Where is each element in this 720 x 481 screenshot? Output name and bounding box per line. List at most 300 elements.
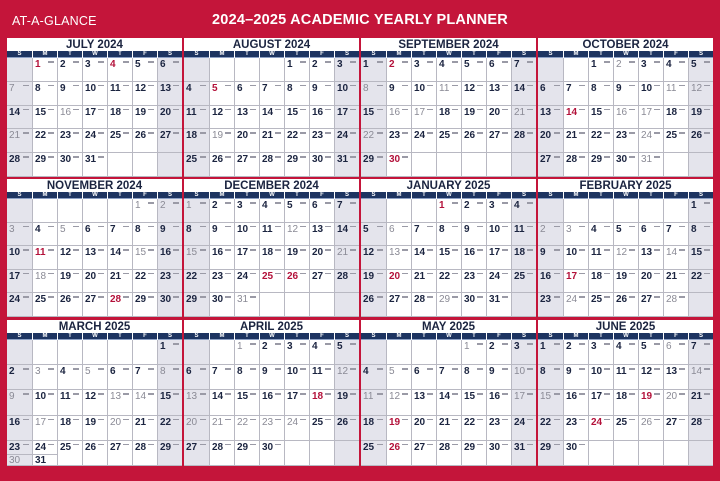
day-cell[interactable] bbox=[309, 82, 334, 106]
day-cell[interactable] bbox=[184, 199, 209, 223]
day-cell[interactable] bbox=[82, 293, 107, 317]
day-cell[interactable] bbox=[361, 246, 386, 270]
day-cell[interactable] bbox=[107, 129, 132, 153]
day-cell[interactable] bbox=[7, 58, 32, 82]
day-cell[interactable] bbox=[461, 246, 486, 270]
day-cell[interactable] bbox=[57, 246, 82, 270]
day-cell[interactable] bbox=[32, 82, 57, 106]
day-cell[interactable] bbox=[334, 390, 359, 415]
day-cell[interactable] bbox=[538, 153, 563, 177]
day-cell[interactable] bbox=[511, 106, 536, 130]
day-cell[interactable] bbox=[486, 416, 511, 441]
day-cell[interactable] bbox=[209, 293, 234, 317]
day-cell[interactable] bbox=[284, 390, 309, 415]
day-cell[interactable] bbox=[411, 340, 436, 365]
day-cell[interactable] bbox=[511, 390, 536, 415]
day-cell[interactable] bbox=[234, 340, 259, 365]
day-cell[interactable] bbox=[132, 340, 157, 365]
day-cell[interactable] bbox=[588, 270, 613, 294]
day-cell[interactable] bbox=[688, 270, 713, 294]
day-cell[interactable] bbox=[361, 223, 386, 247]
day-cell[interactable] bbox=[82, 416, 107, 441]
day-cell[interactable] bbox=[663, 223, 688, 247]
day-cell[interactable] bbox=[157, 58, 182, 82]
day-cell[interactable] bbox=[538, 365, 563, 390]
day-cell[interactable] bbox=[588, 390, 613, 415]
day-cell[interactable] bbox=[132, 129, 157, 153]
day-cell[interactable] bbox=[436, 106, 461, 130]
day-cell[interactable] bbox=[309, 416, 334, 441]
day-cell[interactable] bbox=[284, 365, 309, 390]
day-cell[interactable] bbox=[486, 365, 511, 390]
day-cell[interactable] bbox=[334, 223, 359, 247]
day-cell[interactable] bbox=[461, 416, 486, 441]
day-cell[interactable] bbox=[57, 129, 82, 153]
day-cell[interactable] bbox=[309, 340, 334, 365]
day-cell[interactable] bbox=[688, 129, 713, 153]
day-cell[interactable] bbox=[284, 293, 309, 317]
day-cell[interactable] bbox=[411, 441, 436, 466]
day-cell[interactable] bbox=[157, 106, 182, 130]
day-cell[interactable] bbox=[538, 340, 563, 365]
day-cell[interactable] bbox=[511, 293, 536, 317]
day-cell[interactable] bbox=[411, 129, 436, 153]
day-cell[interactable] bbox=[7, 416, 32, 441]
day-cell[interactable] bbox=[563, 270, 588, 294]
day-cell[interactable] bbox=[486, 340, 511, 365]
day-cell[interactable] bbox=[563, 246, 588, 270]
day-cell[interactable] bbox=[234, 129, 259, 153]
day-cell[interactable] bbox=[663, 58, 688, 82]
day-cell[interactable] bbox=[688, 365, 713, 390]
day-cell[interactable] bbox=[284, 270, 309, 294]
day-cell[interactable] bbox=[688, 153, 713, 177]
day-cell[interactable] bbox=[82, 223, 107, 247]
day-cell[interactable] bbox=[461, 106, 486, 130]
day-cell[interactable] bbox=[184, 246, 209, 270]
day-cell[interactable] bbox=[57, 153, 82, 177]
day-cell[interactable] bbox=[284, 441, 309, 466]
day-cell[interactable] bbox=[259, 106, 284, 130]
day-cell[interactable] bbox=[107, 82, 132, 106]
day-cell[interactable] bbox=[107, 390, 132, 415]
day-cell[interactable] bbox=[309, 441, 334, 466]
day-cell[interactable] bbox=[7, 106, 32, 130]
day-cell[interactable] bbox=[588, 365, 613, 390]
day-cell[interactable] bbox=[7, 82, 32, 106]
day-cell[interactable] bbox=[309, 199, 334, 223]
day-cell[interactable] bbox=[411, 199, 436, 223]
day-cell[interactable] bbox=[184, 416, 209, 441]
day-cell[interactable] bbox=[234, 223, 259, 247]
day-cell[interactable] bbox=[234, 246, 259, 270]
day-cell[interactable] bbox=[7, 441, 32, 466]
day-cell[interactable] bbox=[32, 58, 57, 82]
day-cell[interactable] bbox=[411, 223, 436, 247]
day-cell[interactable] bbox=[688, 106, 713, 130]
day-cell[interactable] bbox=[436, 390, 461, 415]
day-cell[interactable] bbox=[688, 223, 713, 247]
day-cell[interactable] bbox=[334, 270, 359, 294]
day-cell[interactable] bbox=[259, 365, 284, 390]
day-cell[interactable] bbox=[184, 270, 209, 294]
day-cell[interactable] bbox=[309, 153, 334, 177]
day-cell[interactable] bbox=[309, 129, 334, 153]
day-cell[interactable] bbox=[184, 293, 209, 317]
day-cell[interactable] bbox=[563, 223, 588, 247]
day-cell[interactable] bbox=[234, 390, 259, 415]
day-cell[interactable] bbox=[209, 390, 234, 415]
day-cell[interactable] bbox=[259, 246, 284, 270]
day-cell[interactable] bbox=[386, 106, 411, 130]
day-cell[interactable] bbox=[57, 441, 82, 466]
day-cell[interactable] bbox=[7, 270, 32, 294]
day-cell[interactable] bbox=[461, 199, 486, 223]
day-cell[interactable] bbox=[209, 223, 234, 247]
day-cell[interactable] bbox=[436, 199, 461, 223]
day-cell[interactable] bbox=[638, 365, 663, 390]
day-cell[interactable] bbox=[411, 416, 436, 441]
day-cell[interactable] bbox=[511, 365, 536, 390]
day-cell[interactable] bbox=[132, 58, 157, 82]
day-cell[interactable] bbox=[436, 441, 461, 466]
day-cell[interactable] bbox=[309, 106, 334, 130]
day-cell[interactable] bbox=[132, 390, 157, 415]
day-cell[interactable] bbox=[436, 153, 461, 177]
day-cell[interactable] bbox=[538, 246, 563, 270]
day-cell[interactable] bbox=[538, 223, 563, 247]
day-cell[interactable] bbox=[157, 246, 182, 270]
day-cell[interactable] bbox=[663, 270, 688, 294]
day-cell[interactable] bbox=[234, 441, 259, 466]
day-cell[interactable] bbox=[184, 340, 209, 365]
day-cell[interactable] bbox=[663, 129, 688, 153]
day-cell[interactable] bbox=[411, 153, 436, 177]
day-cell[interactable] bbox=[361, 293, 386, 317]
day-cell[interactable] bbox=[157, 82, 182, 106]
day-cell[interactable] bbox=[663, 153, 688, 177]
day-cell[interactable] bbox=[82, 390, 107, 415]
day-cell[interactable] bbox=[486, 58, 511, 82]
day-cell[interactable] bbox=[563, 199, 588, 223]
day-cell[interactable] bbox=[588, 293, 613, 317]
day-cell[interactable] bbox=[309, 223, 334, 247]
day-cell[interactable] bbox=[563, 293, 588, 317]
day-cell[interactable] bbox=[486, 390, 511, 415]
day-cell[interactable] bbox=[461, 58, 486, 82]
day-cell[interactable] bbox=[361, 441, 386, 466]
day-cell[interactable] bbox=[411, 58, 436, 82]
day-cell[interactable] bbox=[386, 223, 411, 247]
day-cell[interactable] bbox=[613, 246, 638, 270]
day-cell[interactable] bbox=[107, 58, 132, 82]
day-cell[interactable] bbox=[157, 293, 182, 317]
day-cell[interactable] bbox=[259, 441, 284, 466]
day-cell[interactable] bbox=[436, 293, 461, 317]
day-cell[interactable] bbox=[32, 270, 57, 294]
day-cell[interactable] bbox=[538, 441, 563, 466]
day-cell[interactable] bbox=[386, 340, 411, 365]
day-cell[interactable] bbox=[209, 416, 234, 441]
day-cell[interactable] bbox=[563, 82, 588, 106]
day-cell[interactable] bbox=[486, 223, 511, 247]
day-cell[interactable] bbox=[7, 153, 32, 177]
day-cell[interactable] bbox=[511, 441, 536, 466]
day-cell[interactable] bbox=[436, 365, 461, 390]
day-cell[interactable] bbox=[284, 199, 309, 223]
day-cell[interactable] bbox=[613, 416, 638, 441]
day-cell[interactable] bbox=[538, 106, 563, 130]
day-cell[interactable] bbox=[309, 58, 334, 82]
day-cell[interactable] bbox=[184, 129, 209, 153]
day-cell[interactable] bbox=[132, 416, 157, 441]
day-cell[interactable] bbox=[82, 365, 107, 390]
day-cell[interactable] bbox=[57, 340, 82, 365]
day-cell[interactable] bbox=[259, 416, 284, 441]
day-cell[interactable] bbox=[511, 199, 536, 223]
day-cell[interactable] bbox=[511, 223, 536, 247]
day-cell[interactable] bbox=[588, 441, 613, 466]
day-cell[interactable] bbox=[588, 129, 613, 153]
day-cell[interactable] bbox=[334, 129, 359, 153]
day-cell[interactable] bbox=[157, 270, 182, 294]
day-cell[interactable] bbox=[663, 246, 688, 270]
day-cell[interactable] bbox=[57, 223, 82, 247]
day-cell[interactable] bbox=[209, 153, 234, 177]
day-cell[interactable] bbox=[588, 246, 613, 270]
day-cell[interactable] bbox=[511, 270, 536, 294]
day-cell[interactable] bbox=[638, 129, 663, 153]
split-day-cell[interactable] bbox=[33, 454, 57, 465]
day-cell[interactable] bbox=[7, 390, 32, 415]
day-cell[interactable] bbox=[361, 416, 386, 441]
day-cell[interactable] bbox=[209, 270, 234, 294]
day-cell[interactable] bbox=[284, 223, 309, 247]
day-cell[interactable] bbox=[361, 365, 386, 390]
day-cell[interactable] bbox=[157, 199, 182, 223]
day-cell[interactable] bbox=[461, 129, 486, 153]
day-cell[interactable] bbox=[334, 416, 359, 441]
day-cell[interactable] bbox=[107, 153, 132, 177]
day-cell[interactable] bbox=[613, 223, 638, 247]
day-cell[interactable] bbox=[461, 390, 486, 415]
day-cell[interactable] bbox=[361, 58, 386, 82]
day-cell[interactable] bbox=[538, 270, 563, 294]
day-cell[interactable] bbox=[32, 223, 57, 247]
day-cell[interactable] bbox=[613, 270, 638, 294]
day-cell[interactable] bbox=[663, 416, 688, 441]
day-cell[interactable] bbox=[486, 270, 511, 294]
day-cell[interactable] bbox=[157, 441, 182, 466]
day-cell[interactable] bbox=[209, 340, 234, 365]
day-cell[interactable] bbox=[688, 340, 713, 365]
day-cell[interactable] bbox=[157, 365, 182, 390]
day-cell[interactable] bbox=[638, 246, 663, 270]
day-cell[interactable] bbox=[638, 153, 663, 177]
day-cell[interactable] bbox=[234, 82, 259, 106]
day-cell[interactable] bbox=[638, 106, 663, 130]
day-cell[interactable] bbox=[436, 270, 461, 294]
day-cell[interactable] bbox=[107, 223, 132, 247]
day-cell[interactable] bbox=[436, 82, 461, 106]
day-cell[interactable] bbox=[259, 340, 284, 365]
day-cell[interactable] bbox=[132, 365, 157, 390]
day-cell[interactable] bbox=[688, 58, 713, 82]
day-cell[interactable] bbox=[563, 441, 588, 466]
day-cell[interactable] bbox=[588, 153, 613, 177]
day-cell[interactable] bbox=[663, 199, 688, 223]
day-cell[interactable] bbox=[184, 82, 209, 106]
day-cell[interactable] bbox=[361, 129, 386, 153]
day-cell[interactable] bbox=[486, 106, 511, 130]
day-cell[interactable] bbox=[688, 82, 713, 106]
day-cell[interactable] bbox=[638, 390, 663, 415]
day-cell[interactable] bbox=[32, 129, 57, 153]
day-cell[interactable] bbox=[511, 153, 536, 177]
day-cell[interactable] bbox=[334, 199, 359, 223]
day-cell[interactable] bbox=[284, 340, 309, 365]
day-cell[interactable] bbox=[638, 293, 663, 317]
day-cell[interactable] bbox=[613, 365, 638, 390]
day-cell[interactable] bbox=[284, 82, 309, 106]
day-cell[interactable] bbox=[57, 390, 82, 415]
day-cell[interactable] bbox=[638, 199, 663, 223]
day-cell[interactable] bbox=[613, 129, 638, 153]
day-cell[interactable] bbox=[157, 153, 182, 177]
day-cell[interactable] bbox=[57, 270, 82, 294]
day-cell[interactable] bbox=[361, 390, 386, 415]
day-cell[interactable] bbox=[638, 82, 663, 106]
day-cell[interactable] bbox=[132, 82, 157, 106]
day-cell[interactable] bbox=[663, 340, 688, 365]
day-cell[interactable] bbox=[563, 58, 588, 82]
day-cell[interactable] bbox=[82, 58, 107, 82]
day-cell[interactable] bbox=[157, 129, 182, 153]
day-cell[interactable] bbox=[57, 58, 82, 82]
day-cell[interactable] bbox=[638, 223, 663, 247]
day-cell[interactable] bbox=[107, 340, 132, 365]
day-cell[interactable] bbox=[411, 365, 436, 390]
day-cell[interactable] bbox=[436, 223, 461, 247]
day-cell[interactable] bbox=[157, 223, 182, 247]
day-cell[interactable] bbox=[511, 246, 536, 270]
day-cell[interactable] bbox=[688, 293, 713, 317]
day-cell[interactable] bbox=[563, 129, 588, 153]
day-cell[interactable] bbox=[688, 246, 713, 270]
day-cell[interactable] bbox=[82, 246, 107, 270]
day-cell[interactable] bbox=[588, 58, 613, 82]
day-cell[interactable] bbox=[638, 416, 663, 441]
day-cell[interactable] bbox=[411, 293, 436, 317]
day-cell[interactable] bbox=[538, 82, 563, 106]
day-cell[interactable] bbox=[663, 82, 688, 106]
day-cell[interactable] bbox=[613, 58, 638, 82]
day-cell[interactable] bbox=[82, 106, 107, 130]
day-cell[interactable] bbox=[411, 390, 436, 415]
day-cell[interactable] bbox=[209, 58, 234, 82]
day-cell[interactable] bbox=[563, 390, 588, 415]
day-cell[interactable] bbox=[132, 223, 157, 247]
day-cell[interactable] bbox=[538, 293, 563, 317]
day-cell[interactable] bbox=[57, 293, 82, 317]
day-cell[interactable] bbox=[538, 390, 563, 415]
day-cell[interactable] bbox=[7, 340, 32, 365]
day-cell[interactable] bbox=[638, 441, 663, 466]
day-cell[interactable] bbox=[209, 441, 234, 466]
day-cell[interactable] bbox=[588, 82, 613, 106]
day-cell[interactable] bbox=[259, 390, 284, 415]
day-cell[interactable] bbox=[32, 365, 57, 390]
day-cell[interactable] bbox=[511, 416, 536, 441]
day-cell[interactable] bbox=[157, 390, 182, 415]
day-cell[interactable] bbox=[234, 365, 259, 390]
day-cell[interactable] bbox=[411, 246, 436, 270]
day-cell[interactable] bbox=[284, 129, 309, 153]
day-cell[interactable] bbox=[107, 365, 132, 390]
day-cell[interactable] bbox=[234, 416, 259, 441]
day-cell[interactable] bbox=[563, 106, 588, 130]
day-cell[interactable] bbox=[436, 246, 461, 270]
day-cell[interactable] bbox=[57, 106, 82, 130]
day-cell[interactable] bbox=[209, 106, 234, 130]
day-cell[interactable] bbox=[486, 153, 511, 177]
day-cell[interactable] bbox=[386, 416, 411, 441]
day-cell[interactable] bbox=[234, 58, 259, 82]
day-cell[interactable] bbox=[588, 223, 613, 247]
day-cell[interactable] bbox=[284, 416, 309, 441]
day-cell[interactable] bbox=[32, 390, 57, 415]
day-cell[interactable] bbox=[107, 270, 132, 294]
day-cell[interactable] bbox=[234, 199, 259, 223]
day-cell[interactable] bbox=[613, 340, 638, 365]
day-cell[interactable] bbox=[157, 340, 182, 365]
day-cell[interactable] bbox=[107, 246, 132, 270]
day-cell[interactable] bbox=[259, 82, 284, 106]
day-cell[interactable] bbox=[563, 416, 588, 441]
day-cell[interactable] bbox=[436, 58, 461, 82]
day-cell[interactable] bbox=[82, 340, 107, 365]
day-cell[interactable] bbox=[486, 293, 511, 317]
day-cell[interactable] bbox=[613, 153, 638, 177]
day-cell[interactable] bbox=[32, 293, 57, 317]
day-cell[interactable] bbox=[588, 106, 613, 130]
day-cell[interactable] bbox=[511, 58, 536, 82]
day-cell[interactable] bbox=[638, 270, 663, 294]
day-cell[interactable] bbox=[309, 365, 334, 390]
day-cell[interactable] bbox=[259, 270, 284, 294]
day-cell[interactable] bbox=[411, 270, 436, 294]
day-cell[interactable] bbox=[511, 340, 536, 365]
day-cell[interactable] bbox=[563, 153, 588, 177]
day-cell[interactable] bbox=[57, 199, 82, 223]
day-cell[interactable] bbox=[32, 106, 57, 130]
day-cell[interactable] bbox=[436, 129, 461, 153]
day-cell[interactable] bbox=[334, 153, 359, 177]
day-cell[interactable] bbox=[538, 199, 563, 223]
day-cell[interactable] bbox=[436, 416, 461, 441]
day-cell[interactable] bbox=[82, 129, 107, 153]
day-cell[interactable] bbox=[309, 270, 334, 294]
day-cell[interactable] bbox=[613, 390, 638, 415]
day-cell[interactable] bbox=[32, 246, 57, 270]
day-cell[interactable] bbox=[107, 199, 132, 223]
day-cell[interactable] bbox=[688, 390, 713, 415]
day-cell[interactable] bbox=[184, 153, 209, 177]
day-cell[interactable] bbox=[82, 270, 107, 294]
day-cell[interactable] bbox=[386, 270, 411, 294]
day-cell[interactable] bbox=[486, 129, 511, 153]
day-cell[interactable] bbox=[7, 199, 32, 223]
